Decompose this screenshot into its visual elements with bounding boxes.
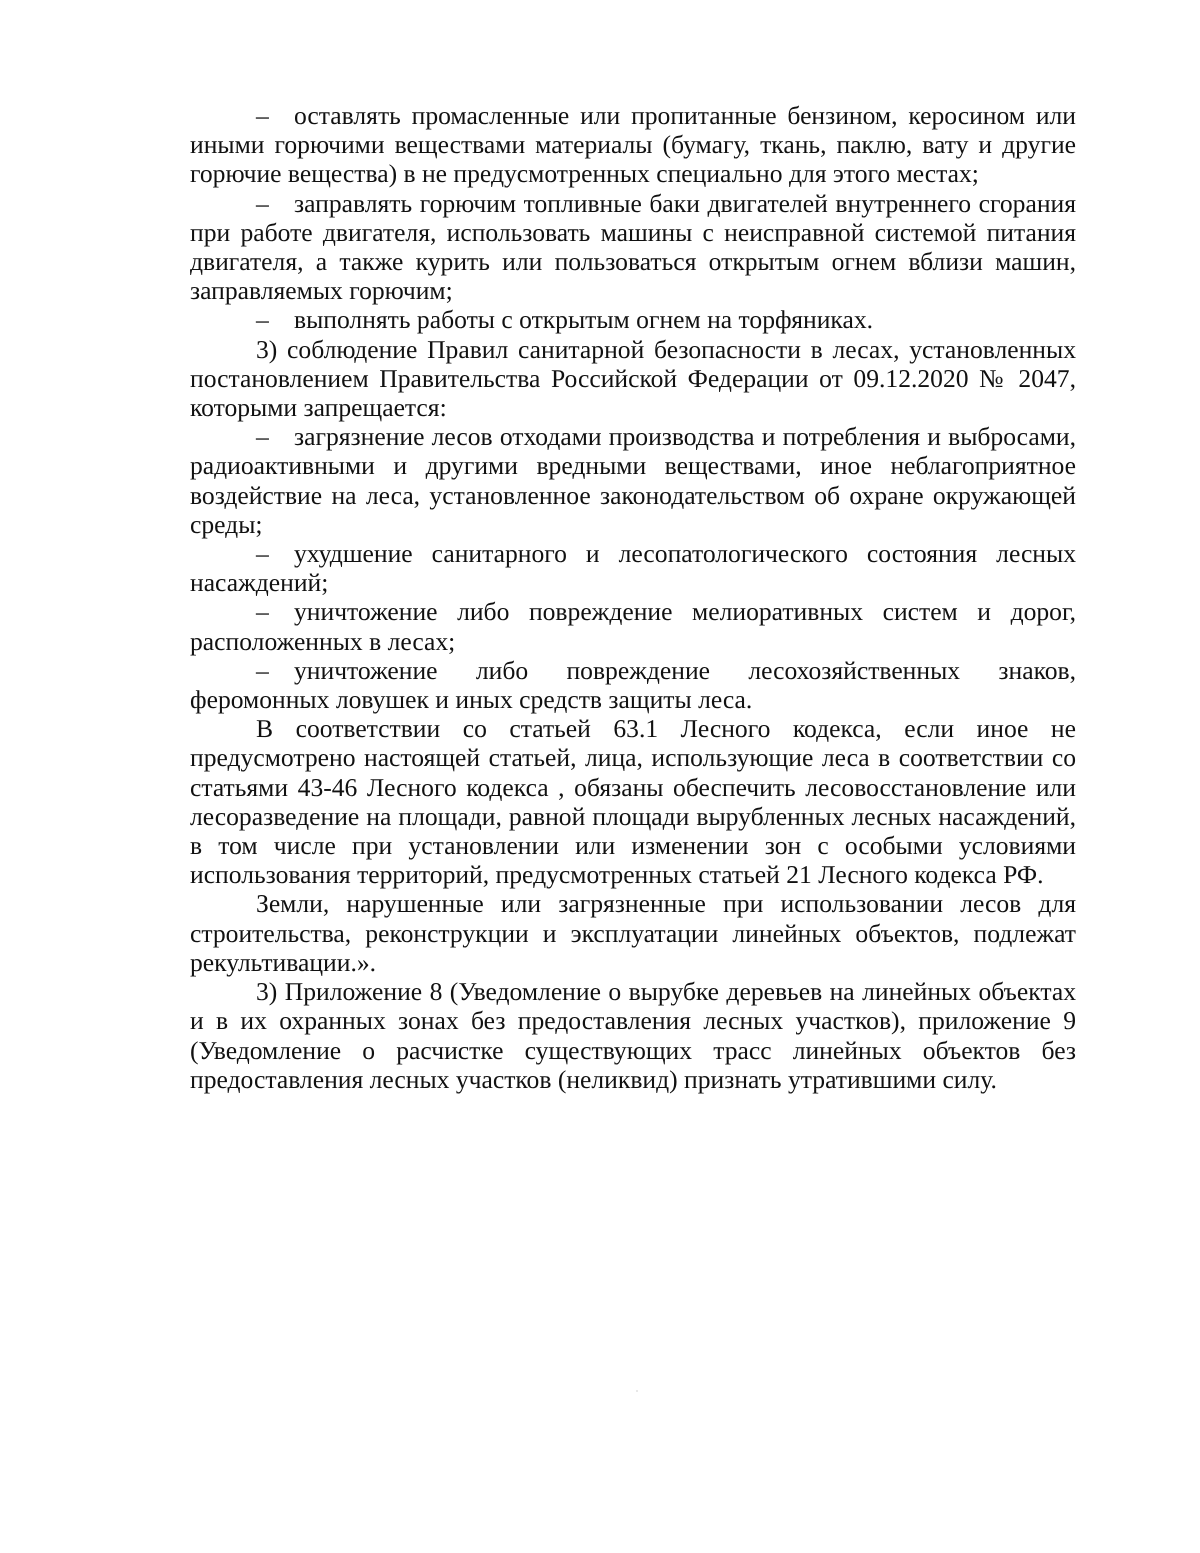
prohibition-sanitary-degradation bbox=[190, 539, 1076, 597]
document-body bbox=[190, 101, 1076, 1094]
item-text: выполнять работы с открытым огнем на торфяниках. bbox=[294, 305, 874, 335]
item-text: загрязнение лесов отходами производства и потребления и выбросами, радиоактивными и другими вредными веществами, иное неблагоприятное воздействие на леса, установленное законодательством об охране окружающей среды; bbox=[190, 422, 1076, 539]
sanitary-rules-paragraph: 3) соблюдение Правил санитарной безопасности в лесах, установленных постановлением Правительства Российской Федерации от 09.12.2020 № 2047, которыми запрещается: bbox=[190, 334, 1076, 423]
annexes-repeal-paragraph: 3) Приложение 8 (Уведомление о вырубке деревьев на линейных объектах и в их охранных зонах без предоставления лесных участков), приложение 9 (Уведомление о расчистке существующих трасс линейных объектов без предоставления лесных участков (неликвид) признать утратившими силу. bbox=[190, 977, 1076, 1094]
item-text: ухудшение санитарного и лесопатологического состояния лесных насаждений; bbox=[190, 539, 1076, 598]
dash-marker: – bbox=[256, 655, 269, 685]
reforestation-paragraph: В соответствии со статьей 63.1 Лесного кодекса, если иное не предусмотрено настоящей статьей, лица, использующие леса в соответствии со статьями 43-46 Лесного кодекса , обязаны обеспечить лесовосстановление или лесоразведение на площади, равной площади вырубленных лесных насаждений, в том числе при установлении или изменении зон с особыми условиями использования территорий, предусмотренных статьей 21 Лесного кодекса РФ. bbox=[190, 714, 1076, 890]
dash-marker: – bbox=[256, 305, 269, 335]
recultivation-paragraph: Земли, нарушенные или загрязненные при использовании лесов для строительства, реконструкции и эксплуатации линейных объектов, подлежат рекультивации.». bbox=[190, 889, 1076, 977]
prohibition-refueling bbox=[190, 189, 1076, 306]
item-text: заправлять горючим топливные баки двигателей внутреннего сгорания при работе двигателя, использовать машины с неисправной системой питания двигателя, а также курить или пользоваться открытым огнем вблизи машин, заправляемых горючим; bbox=[190, 188, 1076, 306]
scan-speck bbox=[636, 1390, 638, 1392]
prohibition-damage-systems bbox=[190, 597, 1076, 655]
prohibition-damage-signs bbox=[190, 656, 1076, 714]
item-text: уничтожение либо повреждение мелиоративных систем и дорог, расположенных в лесах; bbox=[190, 597, 1076, 656]
prohibition-oily-materials bbox=[190, 101, 1076, 189]
item-text: оставлять промасленные или пропитанные бензином, керосином или иными горючими веществами материалы (бумагу, ткань, паклю, вату и другие горючие вещества) в не предусмотренных специально для этого местах; bbox=[190, 101, 1076, 189]
item-text: уничтожение либо повреждение лесохозяйственных знаков, феромонных ловушек и иных средств защиты леса. bbox=[190, 655, 1076, 715]
prohibition-peat-fire bbox=[190, 305, 1076, 334]
dash-marker: – bbox=[256, 539, 269, 569]
dash-marker: – bbox=[256, 188, 269, 218]
prohibition-pollution bbox=[190, 422, 1076, 539]
dash-marker: – bbox=[256, 597, 269, 627]
dash-marker: – bbox=[256, 422, 269, 452]
dash-marker: – bbox=[256, 101, 269, 130]
